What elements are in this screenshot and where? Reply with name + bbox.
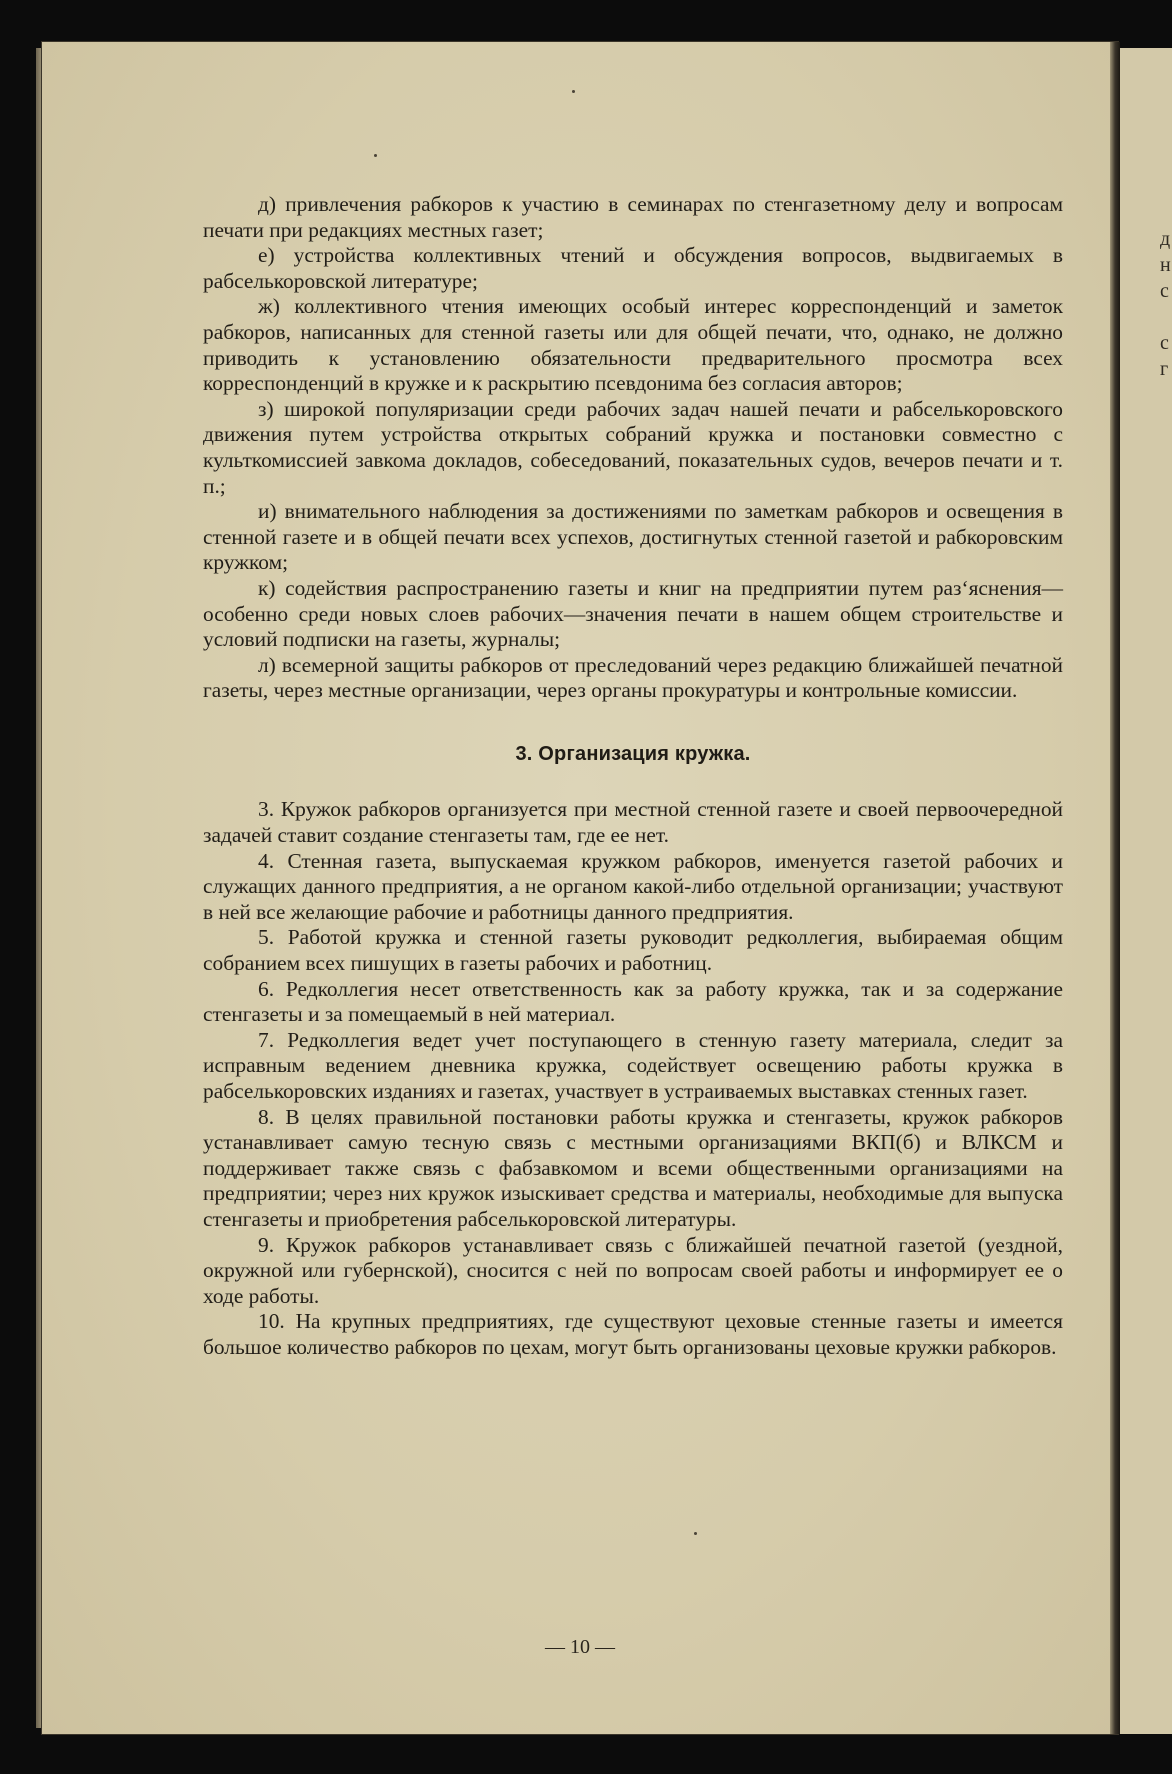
- next-page-fragment: с: [1160, 280, 1169, 302]
- paragraph-10: 10. На крупных предприятиях, где существуют цеховые стенные газеты и имеется большое количество рабкоров по цехам, могут быть организованы цеховые кружки рабкоров.: [203, 1309, 1063, 1359]
- paragraph-9: 9. Кружок рабкоров устанавливает связь с ближайшей печатной газетой (уездной, окружной или губернской), сносится с ней по вопросам своей работы и информирует ее о ходе работы.: [203, 1232, 1063, 1308]
- next-page-fragment: н: [1160, 254, 1171, 276]
- paragraph-4: 4. Стенная газета, выпускаемая кружком рабкоров, именуется газетой рабочих и служащих данного предприятия, а не органом какой-либо отдельной организации; участвуют в ней все желающие рабочие и работницы данного предприятия.: [203, 848, 1063, 924]
- page-content: [203, 192, 1063, 1361]
- paragraph-k: к) содействия распространению газеты и книг на предприятии путем раз‘яснения—особенно среди новых слоев рабочих—значения печати в нашем общем строительстве и условий подписки на газеты, журналы;: [203, 575, 1063, 652]
- paragraph-d: д) привлечения рабкоров к участию в семинарах по стенгазетному делу и вопросам печати при редакциях местных газет;: [203, 192, 1063, 242]
- paper-speck: [572, 90, 575, 93]
- book-page: [42, 42, 1118, 1734]
- paragraph-e: е) устройства коллективных чтений и обсуждения вопросов, выдвигаемых в рабселькоровской литературе;: [203, 243, 1063, 293]
- page-number: — 10 —: [545, 1636, 615, 1658]
- paragraph-8: 8. В целях правильной постановки работы кружка и стенгазеты, кружок рабкоров устанавливает самую тесную связь с местными организациями ВКП(б) и ВЛКСМ и поддерживает также связь с фабзавкомом и всеми общественными организациями на предприятии; через них кружок изыскивает средства и материалы, необходимые для выпуска стенгазеты и приобретения рабселькоровской литературы.: [203, 1104, 1063, 1231]
- next-page-edge: [1120, 48, 1172, 1734]
- paragraph-l: л) всемерной защиты рабкоров от преследований через редакцию ближайшей печатной газеты, через местные организации, через органы прокуратуры и контрольные комиссии.: [203, 652, 1063, 703]
- next-page-fragment: с: [1160, 332, 1169, 354]
- next-page-fragment: д: [1160, 228, 1171, 250]
- paragraph-5: 5. Работой кружка и стенной газеты руководит редколлегия, выбираемая общим собранием всех пишущих в газеты рабочих и работниц.: [203, 925, 1063, 976]
- next-page-fragment: г: [1160, 358, 1169, 380]
- paper-speck: [374, 154, 377, 157]
- paper-speck: [694, 1532, 697, 1535]
- section-heading: 3. Организация кружка.: [515, 742, 751, 765]
- paragraph-6: 6. Редколлегия несет ответственность как за работу кружка, так и за содержание стенгазеты и за помещаемый в ней материал.: [203, 976, 1063, 1027]
- paragraph-3: 3. Кружок рабкоров организуется при местной стенной газете и своей первоочередной задачей ставит создание стенгазеты там, где ее нет.: [203, 797, 1063, 848]
- paragraph-7: 7. Редколлегия ведет учет поступающего в стенную газету материала, следит за исправным ведением дневника кружка, содействует освещению работы кружка в рабселькоровских изданиях и газетах, участвует в устраиваемых выставках стенных газет.: [203, 1027, 1063, 1103]
- paragraph-i: и) внимательного наблюдения за достижениями по заметкам рабкоров и освещения в стенной газете и в общей печати всех успехов, достигнутых стенной газетой и рабкоровским кружком;: [203, 499, 1063, 575]
- book-gutter: [1110, 42, 1120, 1734]
- paragraph-z: з) широкой популяризации среди рабочих задач нашей печати и рабселькоровского движения путем устройства открытых собраний кружка и постановки совместно с культкомиссией завкома докладов, собеседований, показательных судов, вечеров печати и т. п.;: [203, 396, 1063, 498]
- paragraph-zh: ж) коллективного чтения имеющих особый интерес корреспонденций и заметок рабкоров, написанных для стенной газеты или для общей печати, что, однако, не должно приводить к установлению обязательности предварительного просмотра всех корреспонденций в кружке и к раскрытию псевдонима без согласия авторов;: [203, 294, 1063, 396]
